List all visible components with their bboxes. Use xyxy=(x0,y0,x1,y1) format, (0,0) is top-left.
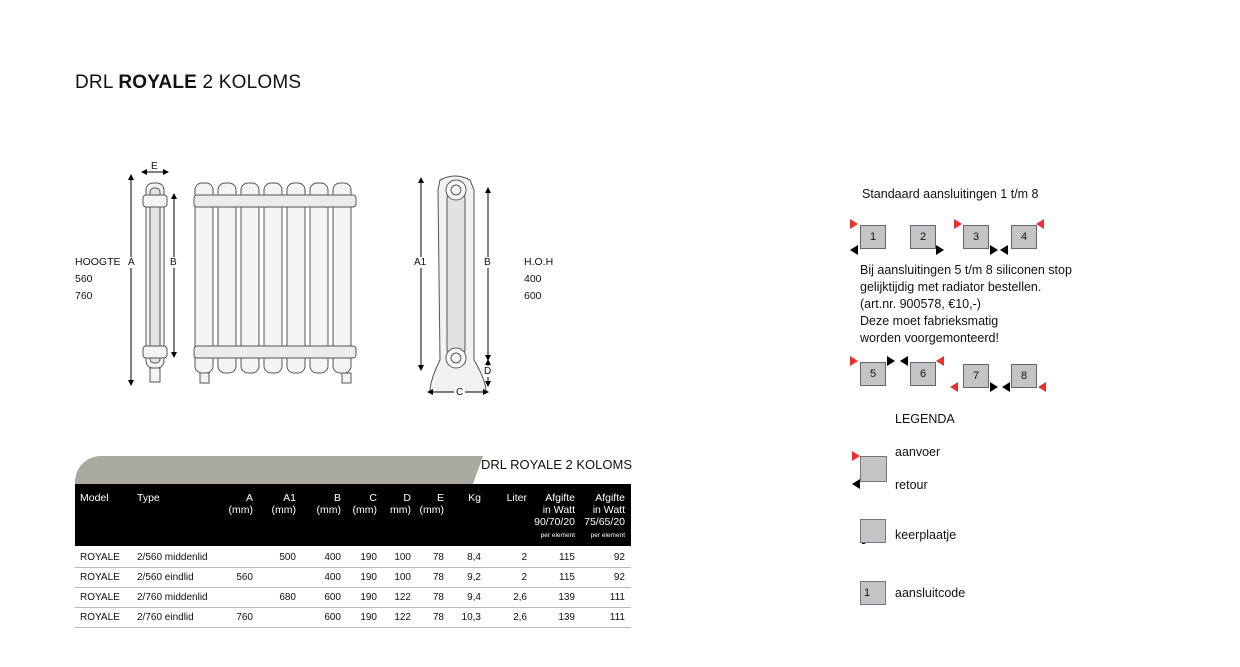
legend-keerplaatje: keerplaatje xyxy=(895,528,957,542)
cell-b: 400 xyxy=(324,552,341,563)
page-title: DRL ROYALE 2 KOLOMS xyxy=(75,72,302,93)
cell-w75: 111 xyxy=(609,612,625,623)
dim-b-label: B xyxy=(170,257,177,268)
cell-c: 190 xyxy=(360,552,377,563)
dim-c-label: C xyxy=(456,387,464,398)
cell-w90: 139 xyxy=(558,592,575,603)
cell-a1: 680 xyxy=(279,592,296,603)
cell-liter: 2,6 xyxy=(513,592,527,603)
cell-kg: 10,3 xyxy=(461,612,481,623)
cell-c: 190 xyxy=(360,572,377,583)
cell-e: 78 xyxy=(432,572,444,583)
table-title: DRL ROYALE 2 KOLOMS xyxy=(481,457,632,472)
th-kg: Kg xyxy=(468,492,481,504)
legend-box-supply-return xyxy=(860,456,887,482)
cell-w75: 111 xyxy=(609,592,625,603)
cell-kg: 8,4 xyxy=(467,552,481,563)
legend-retour: retour xyxy=(895,478,928,492)
cell-e: 78 xyxy=(432,592,444,603)
connection-code-8: 8 xyxy=(1011,364,1037,388)
cell-c: 190 xyxy=(360,592,377,603)
th-liter: Liter xyxy=(506,492,527,504)
cell-b: 600 xyxy=(324,612,341,623)
connection-code-3: 3 xyxy=(963,225,989,249)
cell-model: ROYALE xyxy=(80,552,120,563)
cell-type: 2/760 eindlid xyxy=(137,612,194,623)
dim-a-label: A xyxy=(128,257,135,268)
cell-b: 600 xyxy=(324,592,341,603)
th-model: Model xyxy=(80,492,109,504)
hoh-value: 400 xyxy=(524,273,542,285)
cell-w90: 139 xyxy=(558,612,575,623)
hoogte-value: 760 xyxy=(75,290,93,302)
cell-type: 2/560 middenlid xyxy=(137,552,208,563)
cell-model: ROYALE xyxy=(80,592,120,603)
cell-type: 2/760 middenlid xyxy=(137,592,208,603)
th-type: Type xyxy=(137,492,160,504)
cell-e: 78 xyxy=(432,552,444,563)
connection-code-6: 6 xyxy=(910,362,936,386)
legend-box-code: 1 xyxy=(860,581,886,605)
hoh-label: H.O.H xyxy=(524,256,554,268)
cell-d: 100 xyxy=(394,552,411,563)
cell-liter: 2,6 xyxy=(513,612,527,623)
legend-aanvoer: aanvoer xyxy=(895,445,941,459)
dim-b2-label: B xyxy=(484,257,491,268)
cell-w75: 92 xyxy=(613,552,625,563)
th-a: A (mm) xyxy=(228,492,253,516)
cell-liter: 2 xyxy=(521,552,527,563)
hoogte-value: 560 xyxy=(75,273,93,285)
cell-d: 100 xyxy=(394,572,411,583)
cell-kg: 9,4 xyxy=(467,592,481,603)
cell-w90: 115 xyxy=(559,572,575,583)
connection-code-5: 5 xyxy=(860,362,886,386)
connection-code-7: 7 xyxy=(963,364,989,388)
cell-d: 122 xyxy=(394,612,411,623)
th-w90: Afgifte in Watt 90/70/20 per element xyxy=(534,492,575,539)
cell-a1: 500 xyxy=(279,552,296,563)
hoh-value: 600 xyxy=(524,290,542,302)
dim-a1-label: A1 xyxy=(414,257,427,268)
legend-aansluitcode: aansluitcode xyxy=(895,586,966,600)
legend-box-keerplaatje xyxy=(860,519,886,543)
cell-b: 400 xyxy=(324,572,341,583)
cell-e: 78 xyxy=(432,612,444,623)
cell-w75: 92 xyxy=(613,572,625,583)
connection-code-1: 1 xyxy=(860,225,886,249)
cell-w90: 115 xyxy=(559,552,575,563)
cell-kg: 9,2 xyxy=(467,572,481,583)
th-a1: A1 (mm) xyxy=(271,492,296,516)
th-b: B (mm) xyxy=(316,492,341,516)
cell-a: 560 xyxy=(236,572,253,583)
connection-code-4: 4 xyxy=(1011,225,1037,249)
cell-liter: 2 xyxy=(521,572,527,583)
cell-a: 760 xyxy=(236,612,253,623)
dim-d-label: D xyxy=(484,366,492,377)
cell-c: 190 xyxy=(360,612,377,623)
dim-e-label: E xyxy=(151,161,158,172)
legend-title: LEGENDA xyxy=(895,412,955,426)
th-c: C (mm) xyxy=(352,492,377,516)
cell-d: 122 xyxy=(394,592,411,603)
cell-model: ROYALE xyxy=(80,572,120,583)
cell-model: ROYALE xyxy=(80,612,120,623)
connections-note: Bij aansluitingen 5 t/m 8 siliconen stop gelijktijdig met radiator bestellen. (art.nr. 900578, €10,-) Deze moet fabrieksmatig worden voorgemonteerd! xyxy=(860,263,1072,345)
connections-title: Standaard aansluitingen 1 t/m 8 xyxy=(862,187,1039,201)
hoogte-label: HOOGTE xyxy=(75,256,121,268)
connection-code-2: 2 xyxy=(910,225,936,249)
th-w75: Afgifte in Watt 75/65/20 per element xyxy=(584,492,625,539)
th-d: D mm) xyxy=(390,492,411,516)
th-e: E (mm) xyxy=(419,492,444,516)
cell-type: 2/560 eindlid xyxy=(137,572,194,583)
